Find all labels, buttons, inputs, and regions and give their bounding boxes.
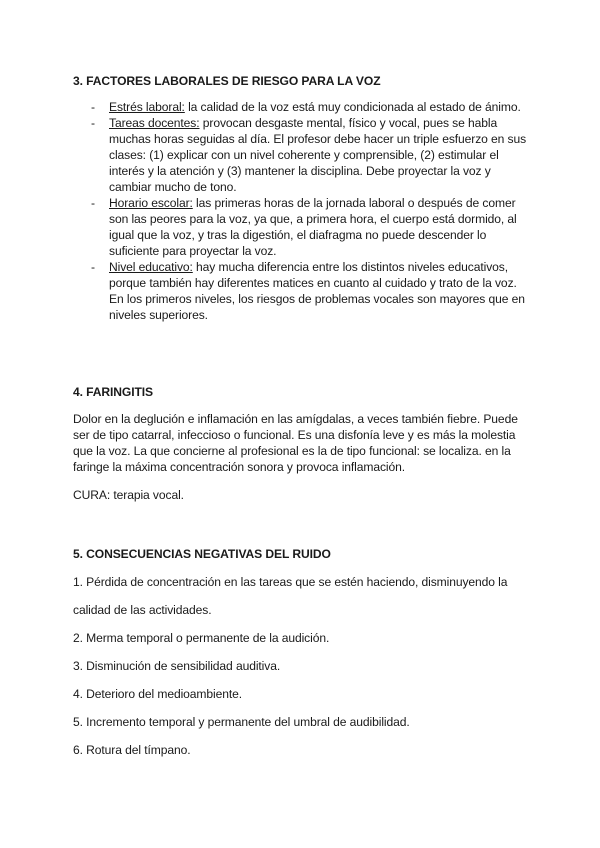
list-item: - Nivel educativo: hay mucha diferencia entre los distintos niveles educativos, porque también hay diferentes matices en cuanto al cuidado y trato de la voz. En los primeros niveles, los riesgos de problemas vocales son mayores que en niveles superiores. (91, 260, 525, 322)
section-5-heading: 5. CONSECUENCIAS NEGATIVAS DEL RUIDO (73, 547, 331, 561)
item-text: provocan desgaste mental, físico y vocal, pues se habla muchas horas seguidas al día. El profesor debe hacer un triple esfuerzo en sus clases: (1) explicar con un nivel coherente y comprensible, (2) estimular el interés y la atención y (3) mantener la disciplina. Debe proyectar la voz y cambiar mucho de tono. (109, 116, 527, 194)
item-text: las primeras horas de la jornada laboral o después de comer son las peores para la voz, ya que, a primera hora, el cuerpo está dormido, al igual que la voz, y tras la digestión, el diafragma no puede descender lo suficiente para proyectar la voz. (109, 196, 517, 258)
item-term: Nivel educativo: (109, 260, 193, 274)
section-4-heading: 4. FARINGITIS (73, 385, 154, 399)
list-item: 5. Incremento temporal y permanente del umbral de audibilidad. (73, 715, 410, 729)
item-term: Estrés laboral: (109, 100, 185, 114)
item-text-line-1: 1. Pérdida de concentración en las tareas que se estén haciendo, disminuyendo la (73, 575, 508, 589)
list-item: - Estrés laboral: la calidad de la voz está muy condicionada al estado de ánimo. (91, 100, 521, 114)
cure-paragraph: CURA: terapia vocal. (73, 488, 184, 502)
list-item (73, 574, 533, 618)
list-item: 3. Disminución de sensibilidad auditiva. (73, 659, 281, 673)
list-item: 4. Deterioro del medioambiente. (73, 687, 242, 701)
list-item: - Horario escolar: las primeras horas de la jornada laboral o después de comer son las peores para la voz, ya que, a primera hora, el cuerpo está dormido, al igual que la voz, y tras la digestión, el diafragma no puede descender lo suficiente para proyectar la voz. (91, 196, 517, 258)
item-text: la calidad de la voz está muy condicionada al estado de ánimo. (184, 100, 521, 114)
section-3-heading: 3. FACTORES LABORALES DE RIESGO PARA LA VOZ (73, 74, 381, 88)
list-item: - Tareas docentes: provocan desgaste mental, físico y vocal, pues se habla muchas horas seguidas al día. El profesor debe hacer un triple esfuerzo en sus clases: (1) explicar con un nivel coherente y comprensible, (2) estimular el interés y la atención y (3) mantener la disciplina. Debe proyectar la voz y cambiar mucho de tono. (91, 116, 527, 194)
item-term: Horario escolar: (109, 196, 193, 210)
item-term: Tareas docentes: (109, 116, 200, 130)
faringitis-paragraph: Dolor en la deglución e inflamación en las amígdalas, a veces también fiebre. Puede ser de tipo catarral, infeccioso o funcional. Es una disfonía leve y es más la molestia que la voz. La que concierne al profesional es la de tipo funcional: se localiza. en la faringe la máxima concentración sonora y provoca inflamación. (73, 412, 518, 474)
item-text: hay mucha diferencia entre los distintos niveles educativos, porque también hay diferentes matices en cuanto al cuidado y trato de la voz. En los primeros niveles, los riesgos de problemas vocales son mayores que en niveles superiores. (109, 260, 525, 322)
list-item: 2. Merma temporal o permanente de la audición. (73, 631, 330, 645)
risk-factors-list (91, 99, 531, 323)
list-item: 6. Rotura del tímpano. (73, 743, 191, 757)
noise-consequences-list (73, 574, 533, 770)
item-text-line-2: calidad de las actividades. (73, 603, 212, 617)
